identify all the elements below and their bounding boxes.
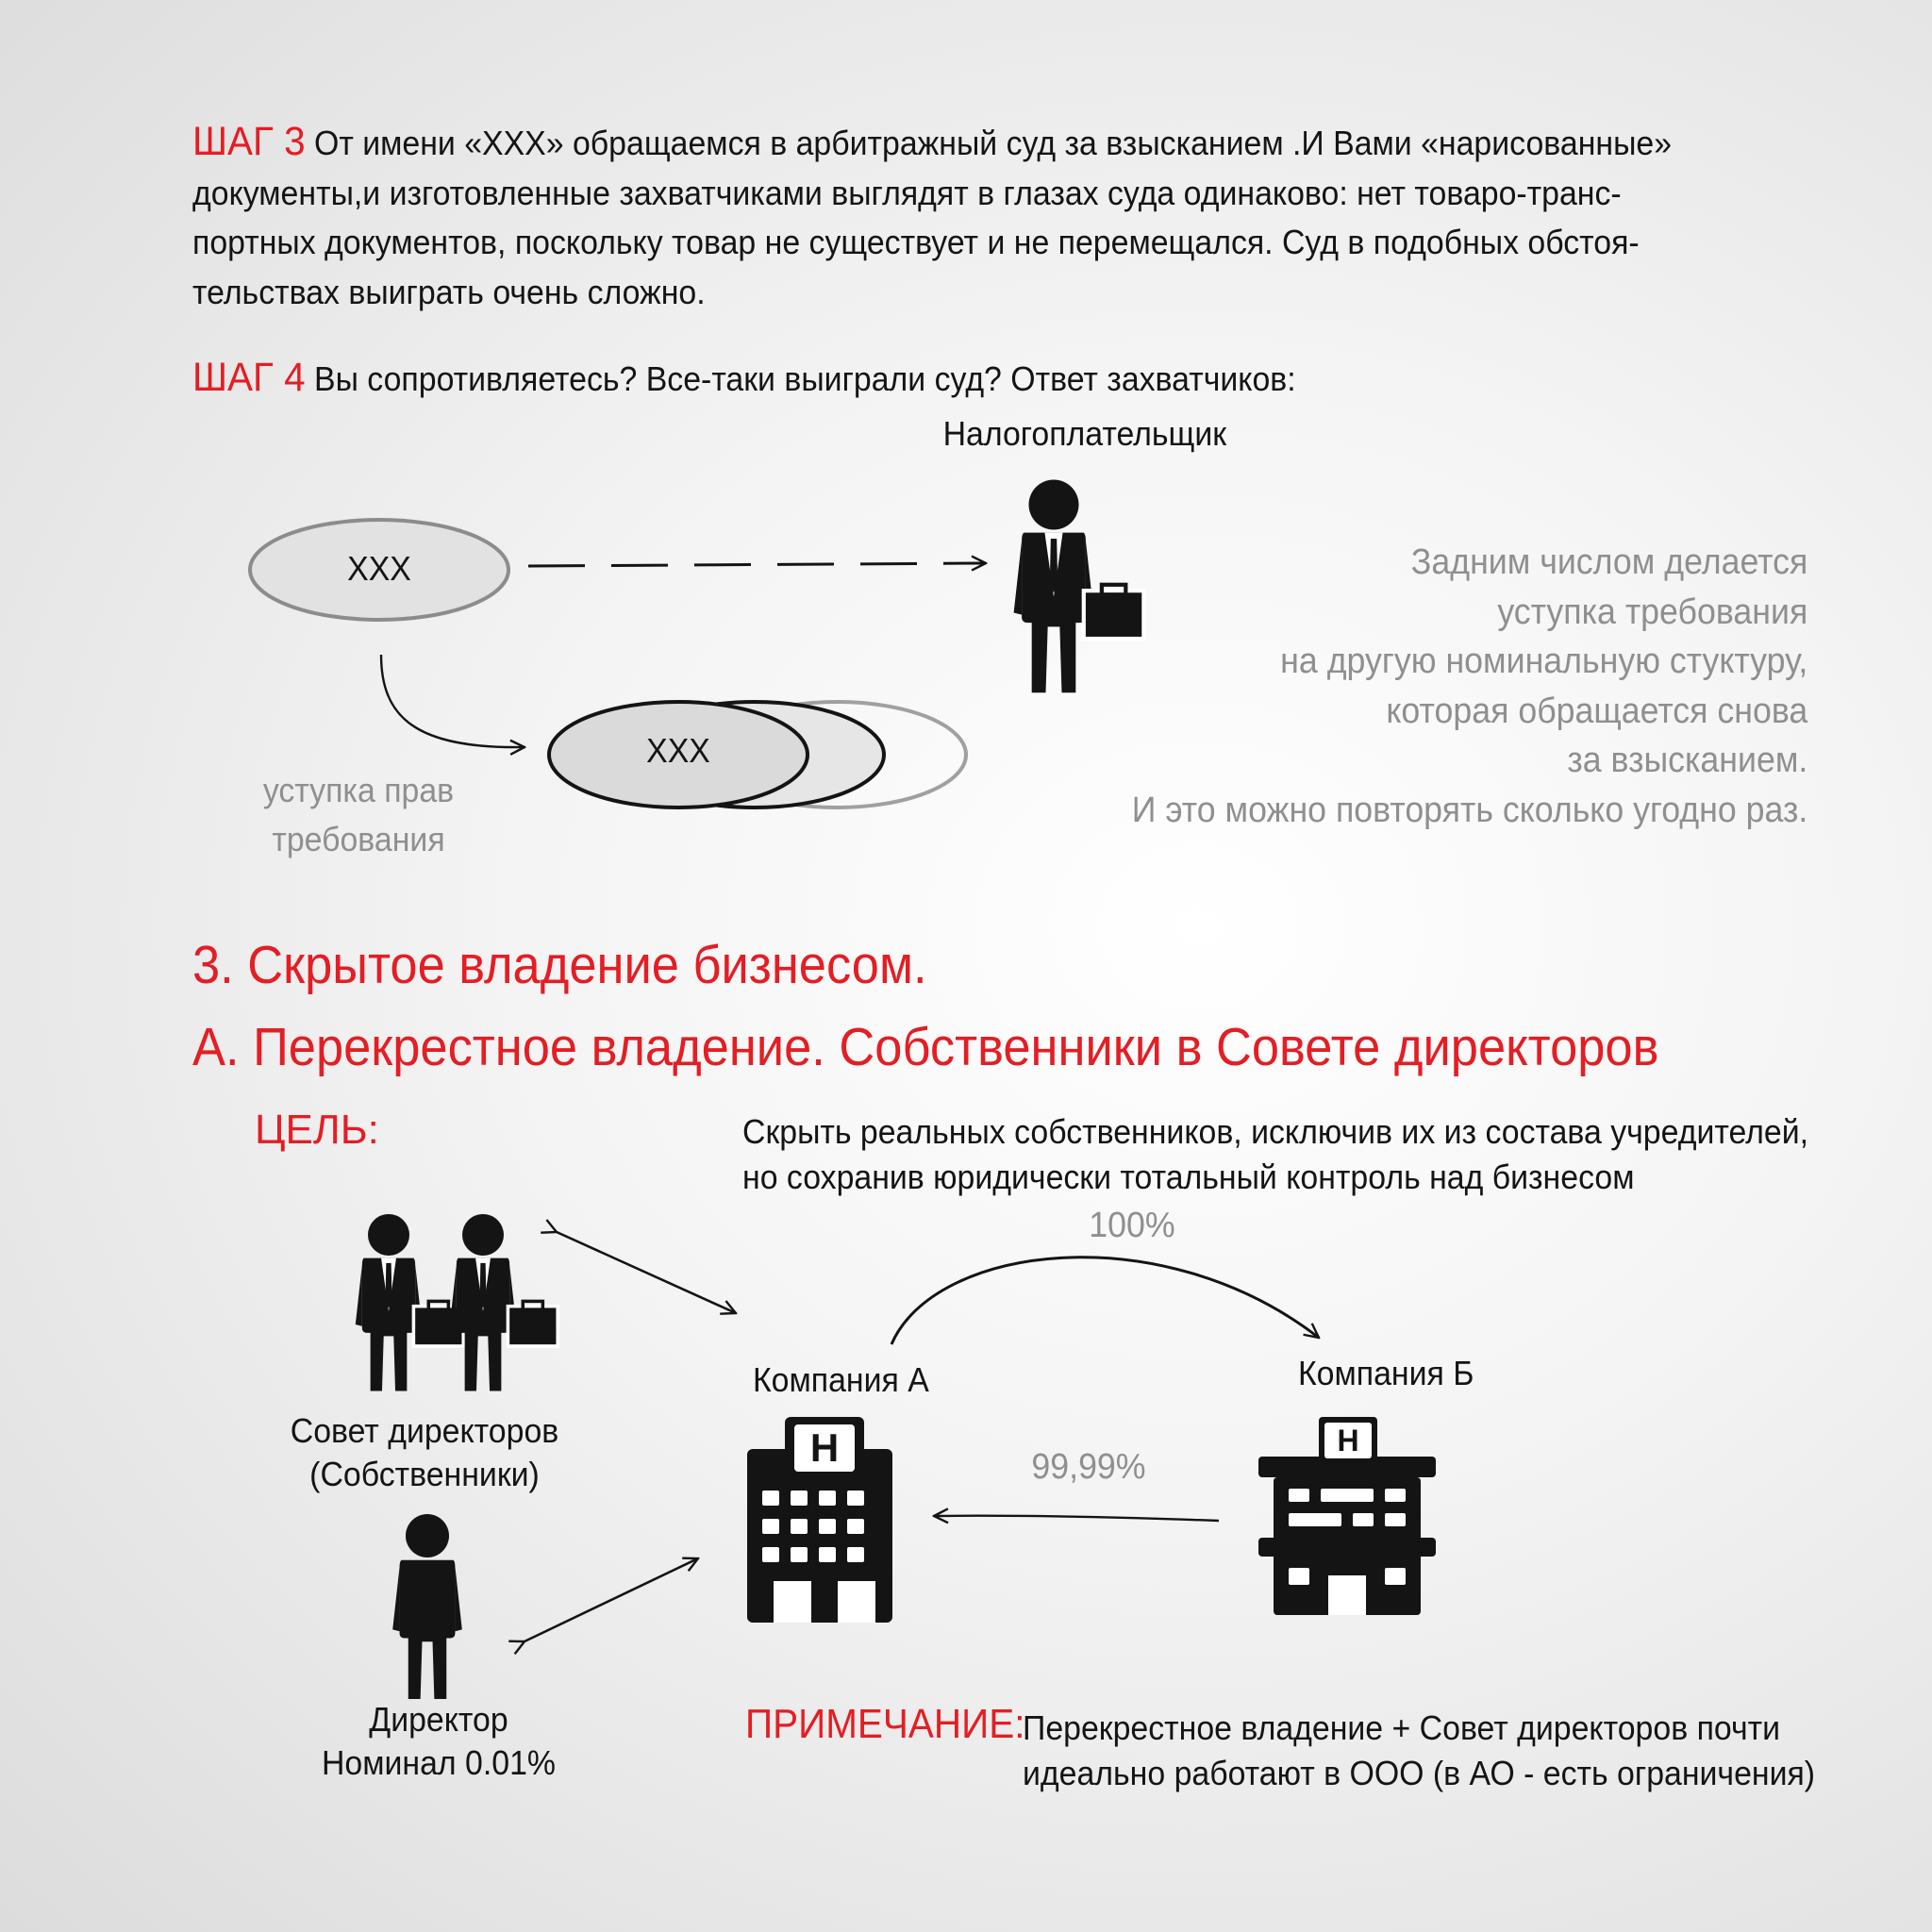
note-line-4: которая обращается снова bbox=[1386, 691, 1807, 731]
director-company-arrow bbox=[525, 1558, 698, 1641]
board-label-line1: Совет директоров bbox=[290, 1411, 559, 1450]
board-company-arrow bbox=[557, 1232, 736, 1313]
step4-label: ШАГ 4 bbox=[192, 355, 306, 400]
company-b-label: Компания Б bbox=[1297, 1354, 1474, 1392]
board-person-1-icon bbox=[356, 1214, 465, 1391]
note-line-3: на другую номинальную стуктуру, bbox=[1279, 641, 1807, 681]
ownership-arrow-9999 bbox=[934, 1516, 1219, 1521]
assignment-label-line1: уступка прав bbox=[262, 771, 455, 809]
director-label bbox=[297, 1698, 581, 1785]
company-b-sign: H bbox=[1337, 1424, 1359, 1457]
dashed-arrow bbox=[528, 563, 986, 566]
goal-line-1: Скрыть реальных собственников, исключив их из состава учредителей, bbox=[742, 1112, 1809, 1151]
goal-text bbox=[742, 1109, 1808, 1200]
note-line-2: уступка требования bbox=[1497, 591, 1807, 632]
note-line-6: И это можно повторять сколько угодно раз. bbox=[1131, 790, 1807, 830]
board-person-2-icon bbox=[450, 1214, 559, 1391]
director-icon bbox=[392, 1514, 462, 1699]
note-line-5: за взысканием. bbox=[1567, 741, 1807, 780]
share-100-label: 100% bbox=[1089, 1206, 1175, 1245]
section-title: 3. Скрытое владение бизнесом. bbox=[192, 935, 927, 995]
director-label-line2: Номинал 0.01% bbox=[321, 1743, 557, 1782]
assignment-label bbox=[234, 766, 482, 864]
company-a-sign: H bbox=[809, 1425, 840, 1470]
entity2-label: ХХХ bbox=[646, 731, 710, 770]
entity1-label: ХХХ bbox=[347, 549, 411, 588]
assignment-label-line2: требования bbox=[272, 820, 445, 858]
reassignment-note bbox=[1131, 538, 1807, 835]
ownership-arrow-100 bbox=[891, 1257, 1319, 1344]
goal-label: ЦЕЛЬ: bbox=[255, 1107, 379, 1153]
company-a-label: Компания А bbox=[752, 1360, 929, 1399]
note-text bbox=[1023, 1706, 1815, 1796]
step3-label: ШАГ 3 bbox=[192, 119, 306, 164]
goal-line-2: но сохранив юридически тотальный контроль над бизнесом bbox=[742, 1158, 1635, 1196]
taxpayer-icon bbox=[1014, 480, 1146, 693]
note-label: ПРИМЕЧАНИЕ: bbox=[745, 1701, 1025, 1747]
taxpayer-label: Налогоплательщик bbox=[942, 414, 1227, 453]
board-label-line2: (Собственники) bbox=[309, 1455, 540, 1493]
assignment-arrow bbox=[381, 655, 525, 747]
section-subtitle: А. Перекрестное владение. Собственники в Совете директоров bbox=[192, 1017, 1659, 1077]
step4-text: Вы сопротивляетесь? Все-таки выиграли суд? Ответ захватчиков: bbox=[305, 359, 1296, 398]
share-9999-label: 99,99% bbox=[1031, 1447, 1146, 1487]
director-label-line1: Директор bbox=[369, 1700, 508, 1739]
note-line1: Перекрестное владение + Совет директоров почти bbox=[1023, 1708, 1781, 1747]
note-line-1: Задним числом делается bbox=[1410, 542, 1807, 582]
step3-text: От имени «ХХХ» обращаемся в арбитражный суд за взысканием .И Вами «нарисованные» документы,и изготовленные захватчиками выглядят в глазах суда одинаково: нет товаро-транс-портных документов, поскольку товар не существует и не перемещался. Суд в подобных обстоя-тельствах выиграть очень сложно. bbox=[192, 124, 1673, 311]
board-label bbox=[283, 1409, 567, 1496]
note-line2: идеально работают в ООО (в АО - есть ограничения) bbox=[1023, 1754, 1816, 1792]
